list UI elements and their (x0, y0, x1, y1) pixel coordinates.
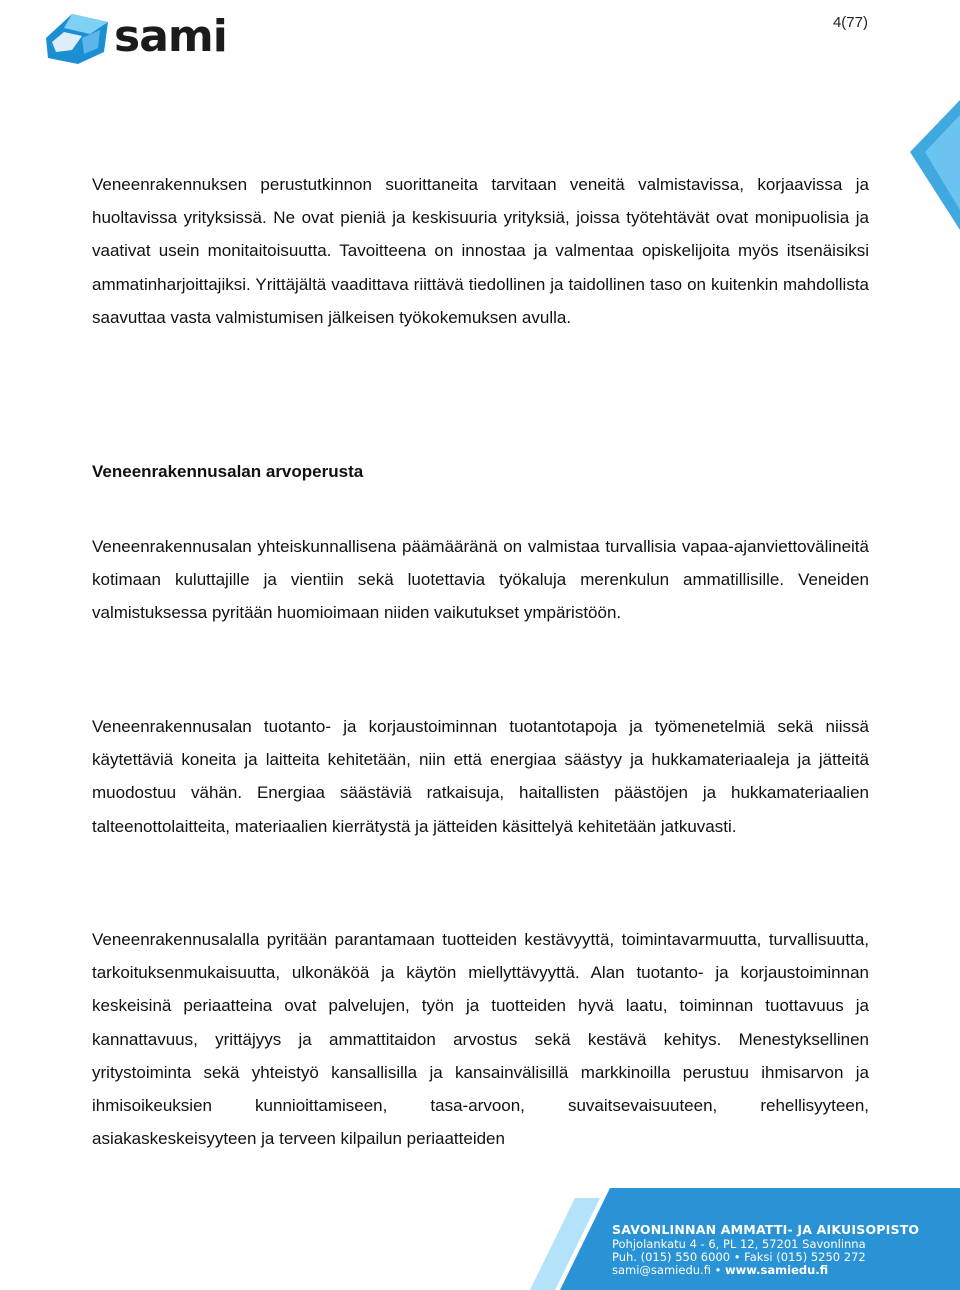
paragraph-1: Veneenrakennuksen perustutkinnon suorittaneita tarvitaan veneitä valmistavissa, korjaavissa ja huoltavissa yrityksissä. Ne ovat pieniä ja keskisuuria yrityksiä, joissa työtehtävät ovat monipuolisia ja vaativat usein monitaitoisuutta. Tavoitteena on innostaa ja valmentaa opiskelijoita myös itsenäisiksi ammatinharjoittajiksi. Yrittäjältä vaadittava riittävä tiedollinen ja taidollinen taso on kuitenkin mahdollista saavuttaa vasta valmistumisen jälkeisen työkokemuksen avulla. (92, 175, 869, 327)
paragraph-2: Veneenrakennusalan yhteiskunnallisena päämääränä on valmistaa turvallisia vapaa-ajanviettovälineitä kotimaan kuluttajille ja vientiin sekä luotettavia työkaluja merenkulun ammatillisille. Veneiden valmistuksessa pyritään huomioimaan niiden vaikutukset ympäristöön. (92, 537, 869, 623)
footer-email[interactable]: sami@samiedu.fi (612, 1263, 711, 1277)
section-heading: Veneenrakennusalan arvoperusta (92, 462, 364, 481)
paragraph-4: Veneenrakennusalalla pyritään parantamaan tuotteiden kestävyyttä, toimintavarmuutta, turvallisuutta, tarkoituksenmukaisuutta, ulkonäköä ja käytön miellyttävyyttä. Alan tuotanto- ja korjaustoiminnan keskeisinä periaatteina ovat palvelujen, työn ja tuotteiden hyvä laatu, toiminnan tuottavuus ja kannattavuus, yrittäjyys ja ammattitaidon arvostus sekä kestävä kehitys. Menestyksellinen yritystoiminta sekä yhteistyö kansallisilla ja kansainvälisillä markkinoilla perustuu ihmisarvon ja ihmisoikeuksien kunnioittamiseen, tasa-arvoon, suvaitsevaisuuteen, rehellisyyteen, asiakaskeskeisyyteen ja terveen kilpailun periaatteiden (92, 930, 869, 1149)
paragraph-3: Veneenrakennusalan tuotanto- ja korjaustoiminnan tuotantotapoja ja työmenetelmiä sekä niissä käytettäviä koneita ja laitteita kehitetään, niin että energiaa säästyy ja hukkamateriaaleja ja jätteitä muodostuu vähän. Energiaa säästäviä ratkaisuja, haitallisten päästöjen ja hukkamateriaalien talteenottolaitteita, materiaalien kierrätystä ja jätteiden käsittelyä kehitetään jatkuvasti. (92, 717, 869, 836)
page-number: 4(77) (832, 14, 868, 31)
corner-decoration-icon (870, 60, 960, 230)
footer-separator: • (710, 1263, 726, 1277)
section-heading-block (92, 455, 869, 488)
sami-logo (42, 8, 257, 64)
paragraph-4-block (92, 923, 869, 1155)
paragraph-2-block (92, 530, 869, 630)
footer-school-name: SAVONLINNAN AMMATTI- JA AIKUISOPISTO (612, 1222, 920, 1237)
paragraph-1-block (92, 168, 869, 334)
footer-web-line (612, 1264, 922, 1277)
footer-website[interactable]: www.samiedu.fi (725, 1263, 829, 1277)
footer-phone: Puh. (015) 550 6000 • Faksi (015) 5250 272 (612, 1250, 866, 1264)
logo-emblem-icon (46, 14, 108, 64)
logo-wordmark: sami (114, 11, 227, 62)
paragraph-3-block (92, 710, 869, 843)
footer-address: Pohjolankatu 4 - 6, PL 12, 57201 Savonlinna (612, 1237, 866, 1251)
footer-contact (612, 1222, 922, 1277)
